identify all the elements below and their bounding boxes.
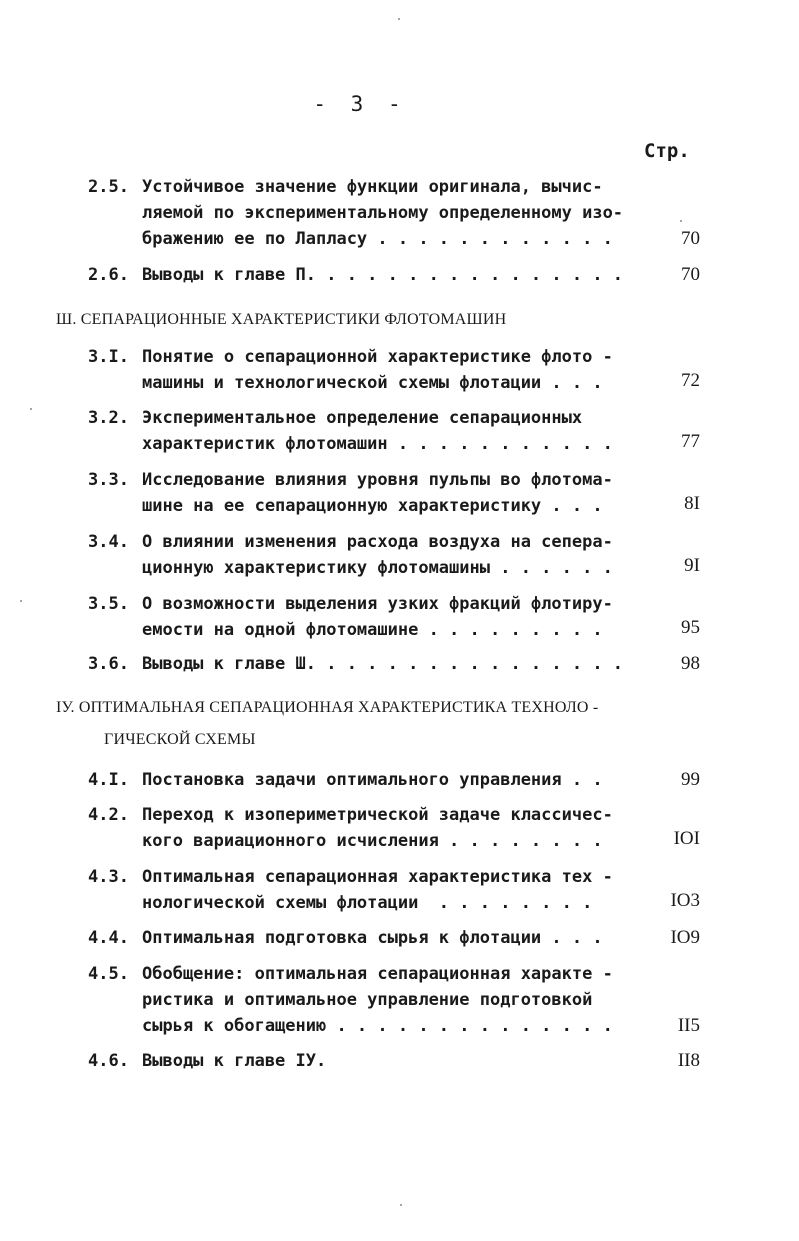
toc-entry-line: Исследование влияния уровня пульпы во флотома- xyxy=(142,470,613,490)
toc-entry-number: 4.3. xyxy=(88,867,129,887)
toc-entry-page: 8I xyxy=(684,493,700,514)
toc-entry-line: характеристик флотомашин . . . . . . . . . . . xyxy=(142,434,613,454)
toc-entry-number: 3.6. xyxy=(88,654,129,674)
toc-entry-page: II8 xyxy=(677,1050,700,1071)
toc-entry-number: 4.2. xyxy=(88,805,129,825)
toc-entry-line: ционную характеристику флотомашины . . . . . . xyxy=(142,558,613,578)
toc-entry-page: 77 xyxy=(681,431,700,452)
toc-entry-4-2 xyxy=(88,802,700,856)
toc-entry-line: Выводы к главе П. . . . . . . . . . . . . . . . xyxy=(142,265,624,285)
toc-entry-line: кого вариационного исчисления . . . . . . . . xyxy=(142,831,603,851)
toc-entry-title xyxy=(142,767,638,793)
toc-entry-3-2 xyxy=(88,405,700,459)
chapter-4-title xyxy=(56,692,696,756)
toc-entry-line: Устойчивое значение функции оригинала, вычис- xyxy=(142,177,603,197)
toc-entry-title xyxy=(142,344,638,396)
toc-entry-page: 72 xyxy=(681,370,700,391)
toc-entry-line: шине на ее сепарационную характеристику . . . xyxy=(142,496,603,516)
chapter-title-line: ГИЧЕСКОЙ СХЕМЫ xyxy=(104,731,256,748)
toc-entry-4-1 xyxy=(88,767,700,795)
toc-entry-title xyxy=(142,651,638,677)
toc-entry-line: Оптимальная сепарационная характеристика тех - xyxy=(142,867,613,887)
toc-entry-4-4 xyxy=(88,925,700,953)
toc-entry-title xyxy=(142,467,638,519)
chapter-title-line: Ш. СЕПАРАЦИОННЫЕ ХАРАКТЕРИСТИКИ ФЛОТОМАШИН xyxy=(56,311,507,328)
toc-entry-line: ляемой по экспериментальному определенному изо- xyxy=(142,203,624,223)
toc-entry-2-5 xyxy=(88,174,700,254)
toc-entry-number: 3.I. xyxy=(88,347,129,367)
toc-entry-number: 3.2. xyxy=(88,408,129,428)
toc-entry-line: Выводы к главе IУ. xyxy=(142,1051,327,1071)
toc-entry-number: 3.5. xyxy=(88,594,129,614)
toc-entry-page: 70 xyxy=(681,228,700,249)
toc-entry-3-3 xyxy=(88,467,700,521)
scan-speck xyxy=(30,408,32,410)
chapter-3-title xyxy=(56,304,696,336)
toc-entry-line: Экспериментальное определение сепарационных xyxy=(142,408,583,428)
toc-entry-number: 4.5. xyxy=(88,964,129,984)
toc-entry-title xyxy=(142,802,638,854)
page-number: - 3 - xyxy=(313,92,407,116)
toc-entry-line: О возможности выделения узких фракций флотиру- xyxy=(142,594,613,614)
toc-entry-page: 99 xyxy=(681,769,700,790)
toc-entry-4-6 xyxy=(88,1048,700,1076)
toc-entry-line: сырья к обогащению . . . . . . . . . . . . . . xyxy=(142,1016,613,1036)
toc-entry-title xyxy=(142,405,638,457)
toc-entry-page: IOI xyxy=(673,828,700,849)
toc-entry-line: бражению ее по Лапласу . . . . . . . . . . . . xyxy=(142,229,613,249)
toc-entry-line: О влиянии изменения расхода воздуха на сепера- xyxy=(142,532,613,552)
toc-entry-title xyxy=(142,925,638,951)
toc-entry-title xyxy=(142,591,638,643)
toc-entry-line: Выводы к главе Ш. . . . . . . . . . . . . . . . xyxy=(142,654,624,674)
toc-entry-3-4 xyxy=(88,529,700,583)
toc-entry-title xyxy=(142,1048,638,1074)
scan-speck xyxy=(400,1204,402,1206)
toc-entry-page: IO3 xyxy=(670,890,700,911)
toc-entry-line: Переход к изопериметрической задаче классичес- xyxy=(142,805,613,825)
toc-entry-line: емости на одной флотомашине . . . . . . . . . xyxy=(142,620,603,640)
toc-entry-2-6 xyxy=(88,262,700,290)
toc-entry-3-6 xyxy=(88,651,700,679)
toc-entry-line: машины и технологической схемы флотации . . . xyxy=(142,373,603,393)
toc-entry-number: 2.6. xyxy=(88,265,129,285)
toc-entry-line: Понятие о сепарационной характеристике флото - xyxy=(142,347,613,367)
toc-entry-number: 3.3. xyxy=(88,470,129,490)
toc-entry-number: 4.4. xyxy=(88,928,129,948)
toc-entry-number: 4.I. xyxy=(88,770,129,790)
toc-entry-3-5 xyxy=(88,591,700,645)
toc-entry-page: 98 xyxy=(681,653,700,674)
toc-entry-4-5 xyxy=(88,961,700,1041)
toc-entry-number: 3.4. xyxy=(88,532,129,552)
toc-entry-line: Оптимальная подготовка сырья к флотации . . . xyxy=(142,928,603,948)
toc-entry-number: 2.5. xyxy=(88,177,129,197)
toc-entry-line: ристика и оптимальное управление подготовкой xyxy=(142,990,593,1010)
page-column-header: Стр. xyxy=(644,140,690,162)
scan-speck xyxy=(20,600,22,602)
toc-entry-title xyxy=(142,174,638,252)
toc-entry-4-3 xyxy=(88,864,700,918)
scan-speck xyxy=(398,18,400,20)
toc-entry-title xyxy=(142,262,638,288)
toc-entry-title xyxy=(142,864,638,916)
toc-entry-page: 9I xyxy=(684,555,700,576)
toc-entry-page: IO9 xyxy=(670,927,700,948)
toc-entry-3-1 xyxy=(88,344,700,398)
toc-entry-page: II5 xyxy=(677,1015,700,1036)
scan-speck xyxy=(680,220,682,222)
toc-entry-line: Обобщение: оптимальная сепарационная характе - xyxy=(142,964,613,984)
toc-entry-line: Постановка задачи оптимального управления . . xyxy=(142,770,603,790)
toc-entry-title xyxy=(142,961,638,1039)
toc-entry-number: 4.6. xyxy=(88,1051,129,1071)
chapter-title-line: IУ. ОПТИМАЛЬНАЯ СЕПАРАЦИОННАЯ ХАРАКТЕРИСТИКА ТЕХНОЛО - xyxy=(56,699,599,716)
toc-entry-page: 95 xyxy=(681,617,700,638)
toc-entry-line: нологической схемы флотации . . . . . . . . xyxy=(142,893,593,913)
toc-entry-page: 70 xyxy=(681,264,700,285)
toc-entry-title xyxy=(142,529,638,581)
